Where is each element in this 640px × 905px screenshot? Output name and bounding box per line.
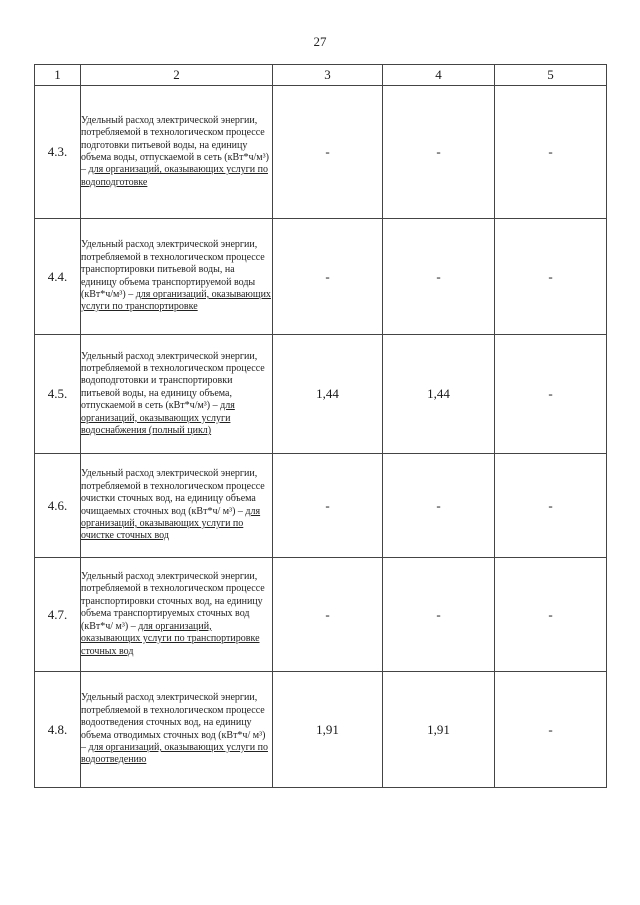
value-col-3: - (273, 454, 383, 558)
value-col-5: - (495, 219, 607, 335)
value-col-4: - (383, 219, 495, 335)
value-col-4: - (383, 454, 495, 558)
header-col-3: 3 (273, 65, 383, 86)
value-col-5: - (495, 86, 607, 219)
description-text: Удельный расход электрической энергии, потребляемой в технологическом процессе очистки сточных вод, на единицу объема очищаемых сточных вод (кВт*ч/ м³) – (81, 468, 265, 517)
row-number: 4.7. (35, 558, 81, 672)
row-description (81, 454, 273, 558)
row-description (81, 86, 273, 219)
description-underlined-text: для организаций, оказывающих услуги по водоотведению (81, 741, 268, 766)
table-row (35, 335, 607, 454)
description-underlined-text: для организаций, оказывающих услуги водоснабжения (полный цикл) (81, 400, 235, 437)
row-number: 4.5. (35, 335, 81, 454)
header-col-5: 5 (495, 65, 607, 86)
value-col-4: - (383, 86, 495, 219)
value-col-5: - (495, 335, 607, 454)
value-col-3: - (273, 86, 383, 219)
row-number: 4.3. (35, 86, 81, 219)
value-col-3: 1,91 (273, 672, 383, 788)
value-col-4: 1,91 (383, 672, 495, 788)
header-row (35, 65, 607, 86)
row-description (81, 335, 273, 454)
page-number: 27 (313, 34, 327, 49)
header-col-4: 4 (383, 65, 495, 86)
description-underlined-text: для организаций, оказывающих услуги по транспортировке (81, 288, 271, 313)
value-col-5: - (495, 454, 607, 558)
row-number: 4.4. (35, 219, 81, 335)
description-text: Удельный расход электрической энергии, потребляемой в технологическом процессе водоподготовки и транспортировки питьевой воды, на единицу объема, отпускаемой в сеть (кВт*ч/м³) – (81, 350, 265, 412)
description-text: Удельный расход электрической энергии, потребляемой в технологическом процессе подготовки питьевой воды, на единицу объема воды, отпускаемой в сеть (кВт*ч/м³) – (81, 114, 269, 176)
indicator-table (34, 64, 607, 788)
value-col-3: - (273, 558, 383, 672)
description-text: Удельный расход электрической энергии, потребляемой в технологическом процессе транспортировки питьевой воды, на единицу объема транспортируемой воды (кВт*ч/м³) – (81, 239, 265, 300)
description-text: Удельный расход электрической энергии, потребляемой в технологическом процессе транспортировки сточных вод, на единицу объема транспортируемых сточных вод (кВт*ч/ м³) – (81, 571, 265, 632)
table-row (35, 672, 607, 788)
table-row (35, 558, 607, 672)
header-col-2: 2 (81, 65, 273, 86)
description-underlined-text: для организаций, оказывающих услуги по водоподготовке (81, 164, 268, 188)
description-underlined-text: для организаций, оказывающих услуги по очистке сточных вод (81, 505, 261, 542)
row-description (81, 672, 273, 788)
table-row (35, 219, 607, 335)
table-row (35, 86, 607, 219)
row-number: 4.6. (35, 454, 81, 558)
header-col-1: 1 (35, 65, 81, 86)
row-number: 4.8. (35, 672, 81, 788)
value-col-3: - (273, 219, 383, 335)
row-description (81, 219, 273, 335)
description-underlined-text: для организаций, оказывающих услуги по транспортировке сточных вод (81, 620, 260, 657)
value-col-3: 1,44 (273, 335, 383, 454)
value-col-5: - (495, 558, 607, 672)
description-text: Удельный расход электрической энергии, потребляемой в технологическом процессе водоотведения сточных вод, на единицу объема отводимых сточных вод (кВт*ч/ м³) – (81, 692, 266, 753)
value-col-5: - (495, 672, 607, 788)
table-row (35, 454, 607, 558)
value-col-4: - (383, 558, 495, 672)
row-description (81, 558, 273, 672)
value-col-4: 1,44 (383, 335, 495, 454)
